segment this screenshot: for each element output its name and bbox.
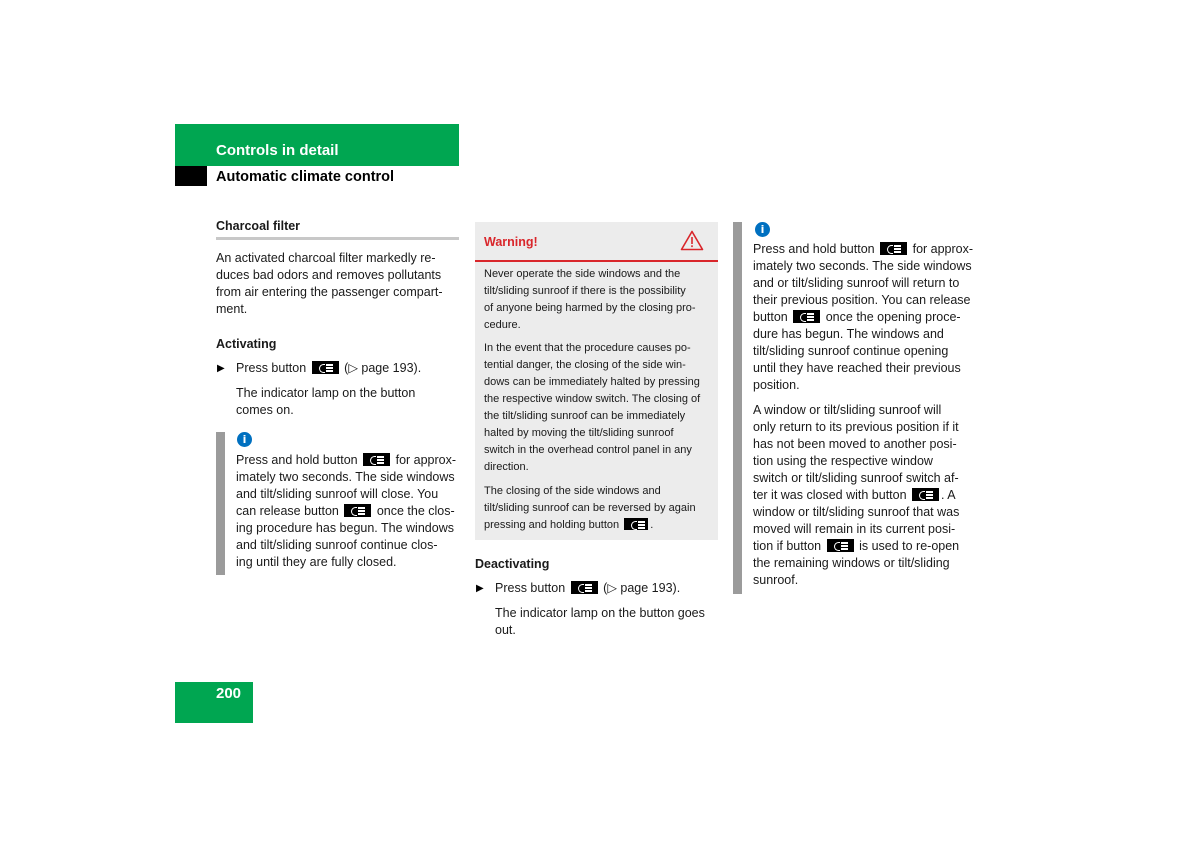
text-line	[236, 520, 456, 537]
deactivating-result	[495, 605, 705, 639]
text-line	[236, 537, 456, 554]
text-line	[236, 452, 456, 469]
info-icon: i	[755, 222, 770, 237]
heading-rule	[216, 237, 459, 240]
text-span: button	[753, 310, 788, 324]
recirculation-button-icon	[312, 361, 339, 374]
info-note-reopen	[753, 241, 973, 394]
recirculation-button-icon	[571, 581, 598, 594]
text-line	[753, 419, 959, 436]
text-line	[753, 360, 973, 377]
text-span: for approx-	[912, 242, 974, 256]
text-line	[753, 572, 959, 589]
text-line	[753, 258, 973, 275]
warning-divider	[475, 260, 718, 262]
text-line	[753, 521, 959, 538]
page-reference: (▷ page 193).	[603, 581, 681, 595]
text-line: of anyone being harmed by the closing pro-	[484, 302, 696, 314]
info-box-bar	[733, 222, 742, 594]
text-line	[236, 503, 456, 520]
text-line	[753, 555, 959, 572]
text-line: The indicator lamp on the button goes	[495, 606, 705, 620]
text-line: tilt/sliding sunroof can be reversed by again	[484, 502, 696, 514]
activating-result	[236, 385, 415, 419]
recirculation-button-icon	[827, 539, 854, 552]
warning-title: Warning!	[484, 235, 538, 249]
info-note-close	[236, 452, 456, 571]
text-span: position.	[753, 378, 800, 392]
warning-paragraph-1	[484, 266, 696, 334]
recirculation-button-icon	[344, 504, 371, 517]
text-line	[753, 292, 973, 309]
warning-triangle-icon	[680, 230, 704, 251]
activating-heading: Activating	[216, 337, 277, 351]
text-span: and tilt/sliding sunroof continue clos-	[236, 538, 438, 552]
text-span: switch or tilt/sliding sunroof switch af-	[753, 471, 959, 485]
text-line: direction.	[484, 461, 529, 473]
text-line	[753, 453, 959, 470]
step-text: Press button	[236, 361, 307, 375]
text-line: In the event that the procedure causes po-	[484, 342, 691, 354]
text-span: . A	[941, 488, 956, 502]
text-span: dure has begun. The windows and	[753, 327, 944, 341]
text-line: halted by moving the tilt/sliding sunroof	[484, 427, 674, 439]
deactivating-heading: Deactivating	[475, 557, 550, 571]
text-span: for approx-	[395, 453, 457, 467]
info-box-bar	[216, 432, 225, 575]
text-line	[753, 275, 973, 292]
text-span: imately two seconds. The side windows	[236, 470, 455, 484]
text-span: Press and hold button	[236, 453, 358, 467]
text-span: moved will remain in its current posi-	[753, 522, 956, 536]
text-line: An activated charcoal filter markedly re-	[216, 251, 436, 265]
section-title: Controls in detail	[216, 142, 339, 159]
text-line	[753, 309, 973, 326]
text-span: once the clos-	[376, 504, 455, 518]
text-span: ing procedure has begun. The windows	[236, 521, 454, 535]
recirculation-button-icon	[880, 242, 907, 255]
text-line: tential danger, the closing of the side win-	[484, 359, 686, 371]
text-line: the respective window switch. The closing of	[484, 393, 701, 405]
text-line: duces bad odors and removes pollutants	[216, 268, 442, 282]
warning-paragraph-2	[484, 340, 700, 476]
subsection-marker	[175, 166, 207, 186]
text-span: imately two seconds. The side windows	[753, 259, 972, 273]
text-line	[236, 469, 456, 486]
text-line: out.	[495, 623, 516, 637]
text-span: sunroof.	[753, 573, 799, 587]
recirculation-button-icon	[624, 518, 648, 530]
recirculation-button-icon	[793, 310, 820, 323]
text-line	[753, 377, 973, 394]
text-line	[753, 326, 973, 343]
text-line	[753, 436, 959, 453]
step-text: Press button	[495, 581, 566, 595]
text-span: the remaining windows or tilt/sliding	[753, 556, 950, 570]
text-span: tion using the respective window	[753, 454, 933, 468]
text-line: from air entering the passenger compart-	[216, 285, 443, 299]
recirculation-button-icon	[363, 453, 390, 466]
charcoal-filter-heading: Charcoal filter	[216, 219, 301, 233]
text-span: has not been moved to another posi-	[753, 437, 957, 451]
text-line	[753, 487, 959, 504]
text-span: once the opening proce-	[825, 310, 961, 324]
text-span: Press and hold button	[753, 242, 875, 256]
info-icon: i	[237, 432, 252, 447]
charcoal-filter-intro	[216, 250, 461, 318]
recirculation-button-icon	[912, 488, 939, 501]
page-number: 200	[216, 685, 242, 702]
page-reference: (▷ page 193).	[344, 361, 422, 375]
text-line: cedure.	[484, 319, 521, 331]
text-line	[236, 554, 456, 571]
text-line	[753, 241, 973, 258]
text-line: comes on.	[236, 403, 294, 417]
text-span: ing until they are fully closed.	[236, 555, 397, 569]
text-line: ment.	[216, 302, 248, 316]
text-line	[753, 470, 959, 487]
text-span: can release button	[236, 504, 339, 518]
text-line: Never operate the side windows and the	[484, 268, 681, 280]
text-line: dows can be immediately halted by pressing	[484, 376, 700, 388]
text-span: tion if button	[753, 539, 822, 553]
subsection-title: Automatic climate control	[216, 169, 395, 185]
text-line: The indicator lamp on the button	[236, 386, 416, 400]
text-span: until they have reached their previous	[753, 361, 961, 375]
page-number-block	[175, 682, 253, 723]
text-span: is used to re-open	[859, 539, 960, 553]
text-span: and tilt/sliding sunroof will close. You	[236, 487, 439, 501]
text-line: The closing of the side windows and	[484, 485, 661, 497]
text-line	[753, 538, 959, 555]
text-line: switch in the overhead control panel in any	[484, 444, 692, 456]
text-line	[236, 486, 456, 503]
text-span: ter it was closed with button	[753, 488, 907, 502]
text-span: A window or tilt/sliding sunroof will	[753, 403, 942, 417]
text-span: and or tilt/sliding sunroof will return to	[753, 276, 960, 290]
text-span: only return to its previous position if it	[753, 420, 959, 434]
text-span: their previous position. You can release	[753, 293, 971, 307]
activating-step	[236, 360, 421, 377]
text-line: pressing and holding button .	[484, 519, 654, 531]
info-note-previous-position	[753, 402, 959, 589]
bullet-arrow-icon: ▶	[476, 583, 484, 594]
deactivating-step	[495, 580, 680, 597]
warning-paragraph-3	[484, 483, 696, 534]
text-line	[753, 504, 959, 521]
text-span: window or tilt/sliding sunroof that was	[753, 505, 960, 519]
text-line: tilt/sliding sunroof if there is the possibility	[484, 285, 686, 297]
text-line: the tilt/sliding sunroof can be immediately	[484, 410, 686, 422]
bullet-arrow-icon: ▶	[217, 363, 225, 374]
text-line	[753, 343, 973, 360]
text-span: pressing and holding button	[484, 519, 620, 531]
text-line	[753, 402, 959, 419]
text-span: tilt/sliding sunroof continue opening	[753, 344, 949, 358]
